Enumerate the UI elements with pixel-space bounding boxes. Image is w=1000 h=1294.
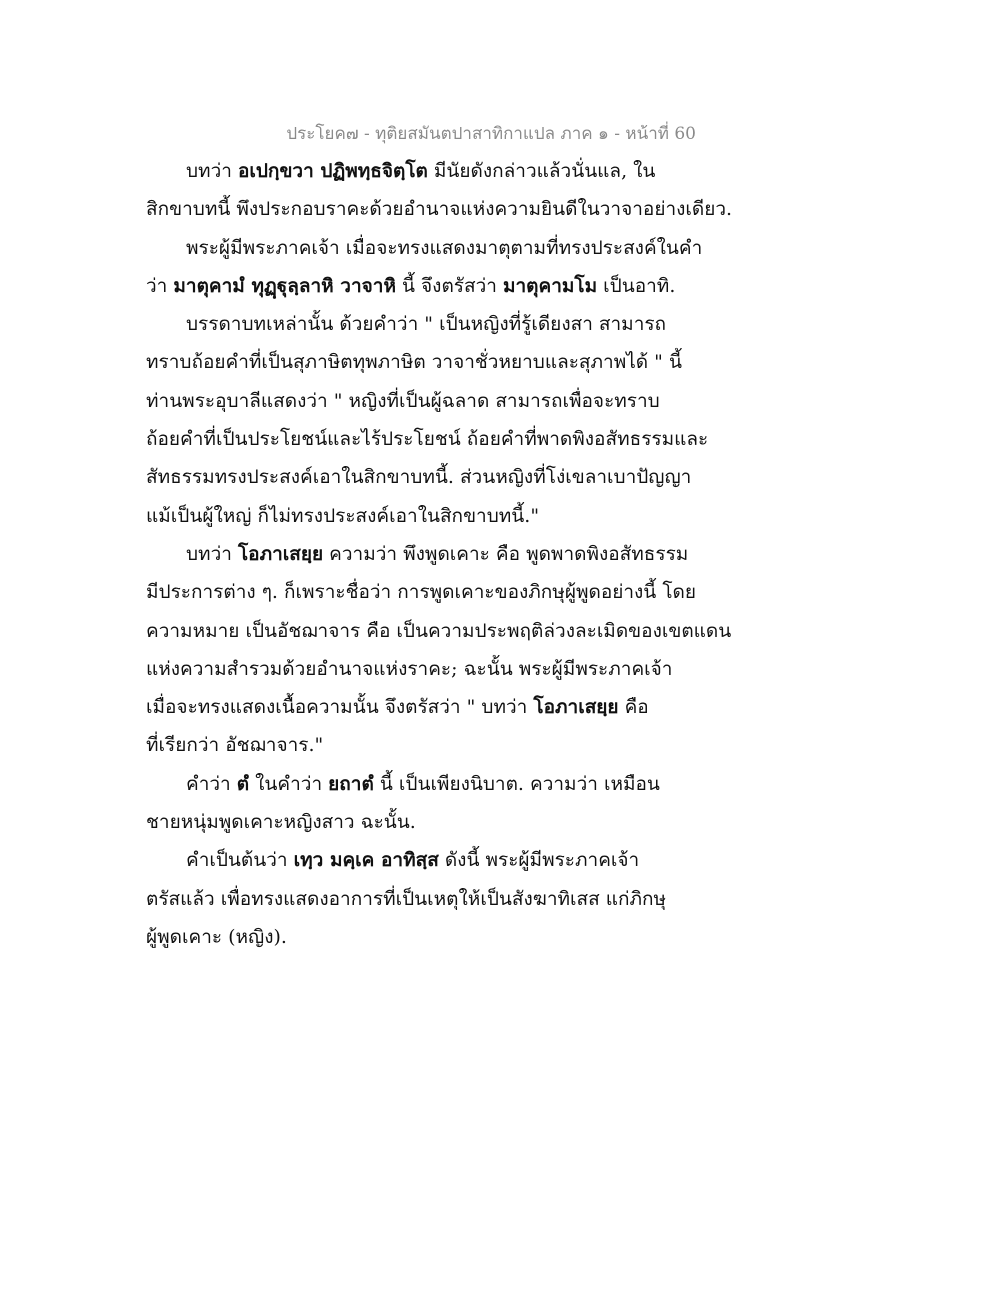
text-line — [146, 918, 746, 956]
text-run: ความหมาย เป็นอัชฌาจาร คือ เป็นความประพฤติล่วงละเมิดของเขตแดน — [146, 619, 732, 642]
text-run: ดังนี้ พระผู้มีพระภาคเจ้า — [438, 849, 640, 872]
text-run: ทราบถ้อยคำที่เป็นสุภาษิตทุพภาษิต วาจาชั่วหยาบและสุภาพได้ " นี้ — [146, 351, 682, 374]
text-line — [146, 573, 746, 611]
text-run: สัทธรรมทรงประสงค์เอาในสิกขาบทนี้. ส่วนหญิงที่โง่เขลาเบาปัญญา — [146, 466, 692, 489]
text-run: นี้ เป็นเพียงนิบาต. ความว่า เหมือน — [373, 772, 660, 795]
body-text — [146, 152, 746, 956]
text-run: บรรดาบทเหล่านั้น ด้วยคำว่า " เป็นหญิงที่รู้เดียงสา สามารถ — [186, 313, 667, 336]
text-run: คำว่า — [186, 772, 237, 795]
pali-term: โอภาเสยฺย — [533, 696, 619, 719]
pali-term: มาตุคามโม — [502, 274, 598, 297]
text-run: ผู้พูดเคาะ (หญิง). — [146, 925, 287, 948]
text-run: มีประการต่าง ๆ. ก็เพราะชื่อว่า การพูดเคาะของภิกษุผู้พูดอย่างนี้ โดย — [146, 581, 697, 604]
text-line — [146, 458, 746, 496]
text-run: แห่งความสำรวมด้วยอำนาจแห่งราคะ; ฉะนั้น พระผู้มีพระภาคเจ้า — [146, 657, 673, 680]
text-run: ในคำว่า — [249, 772, 329, 795]
pali-term: เทฺว มคฺเค อาทิสฺส — [293, 849, 439, 872]
text-run: ความว่า พึงพูดเคาะ คือ พูดพาดพิงอสัทธรรม — [323, 542, 689, 565]
text-run: พระผู้มีพระภาคเจ้า เมื่อจะทรงแสดงมาตุตามที่ทรงประสงค์ในคำ — [186, 236, 703, 259]
text-line — [146, 229, 746, 267]
text-line — [146, 420, 746, 458]
text-run: ที่เรียกว่า อัชฌาจาร." — [146, 734, 324, 757]
pali-term: ยถาตํ — [328, 772, 374, 795]
text-line — [146, 612, 746, 650]
text-run: ตรัสแล้ว เพื่อทรงแสดงอาการที่เป็นเหตุให้เป็นสังฆาทิเสส แก่ภิกษุ — [146, 887, 667, 910]
text-run: เมื่อจะทรงแสดงเนื้อความนั้น จึงตรัสว่า " บทว่า — [146, 696, 534, 719]
pali-term: ตํ — [236, 772, 250, 795]
text-run: ท่านพระอุบาลีแสดงว่า " หญิงที่เป็นผู้ฉลาด สามารถเพื่อจะทราบ — [146, 389, 660, 412]
text-run: สิกขาบทนี้ พึงประกอบราคะด้วยอำนาจแห่งความยินดีในวาจาอย่างเดียว. — [146, 198, 733, 221]
text-line — [146, 535, 746, 573]
pali-term: โอภาเสยฺย — [237, 542, 324, 565]
text-line — [146, 880, 746, 918]
text-line — [146, 382, 746, 420]
text-line — [146, 305, 746, 343]
text-line — [146, 688, 746, 726]
text-line — [146, 650, 746, 688]
text-run: นี้ จึงตรัสว่า — [395, 274, 503, 297]
text-line — [146, 726, 746, 764]
text-run: แม้เป็นผู้ใหญ่ ก็ไม่ทรงประสงค์เอาในสิกขาบทนี้." — [146, 504, 540, 527]
text-run: บทว่า — [186, 160, 238, 182]
text-run: คำเป็นต้นว่า — [186, 849, 294, 872]
text-run: เป็นอาทิ. — [597, 274, 676, 297]
pali-term: มาตุคามํ ทุฏฺฐุลฺลาหิ วาจาหิ — [173, 274, 396, 297]
text-run: ว่า — [146, 274, 174, 297]
text-line — [146, 267, 746, 305]
text-run: บทว่า — [186, 542, 238, 565]
text-run: มีนัยดังกล่าวแล้วนั่นแล, ใน — [427, 160, 656, 182]
text-line — [146, 343, 746, 381]
pali-term: อเปกฺขวา ปฏิพทฺธจิตฺโต — [237, 160, 428, 182]
text-run: ถ้อยคำที่เป็นประโยชน์และไร้ประโยชน์ ถ้อยคำที่พาดพิงอสัทธรรมและ — [146, 428, 709, 451]
text-run: ชายหนุ่มพูดเคาะหญิงสาว ฉะนั้น. — [146, 811, 416, 834]
text-run: คือ — [618, 696, 649, 719]
text-line — [146, 190, 746, 228]
text-line — [146, 803, 746, 841]
text-line — [146, 152, 746, 190]
text-line — [146, 841, 746, 879]
text-line — [146, 497, 746, 535]
text-line — [146, 765, 746, 803]
page-header: ประโยค๗ - ทุติยสมันตปาสาทิกาแปล ภาค ๑ - หน้าที่ 60 — [286, 124, 696, 144]
